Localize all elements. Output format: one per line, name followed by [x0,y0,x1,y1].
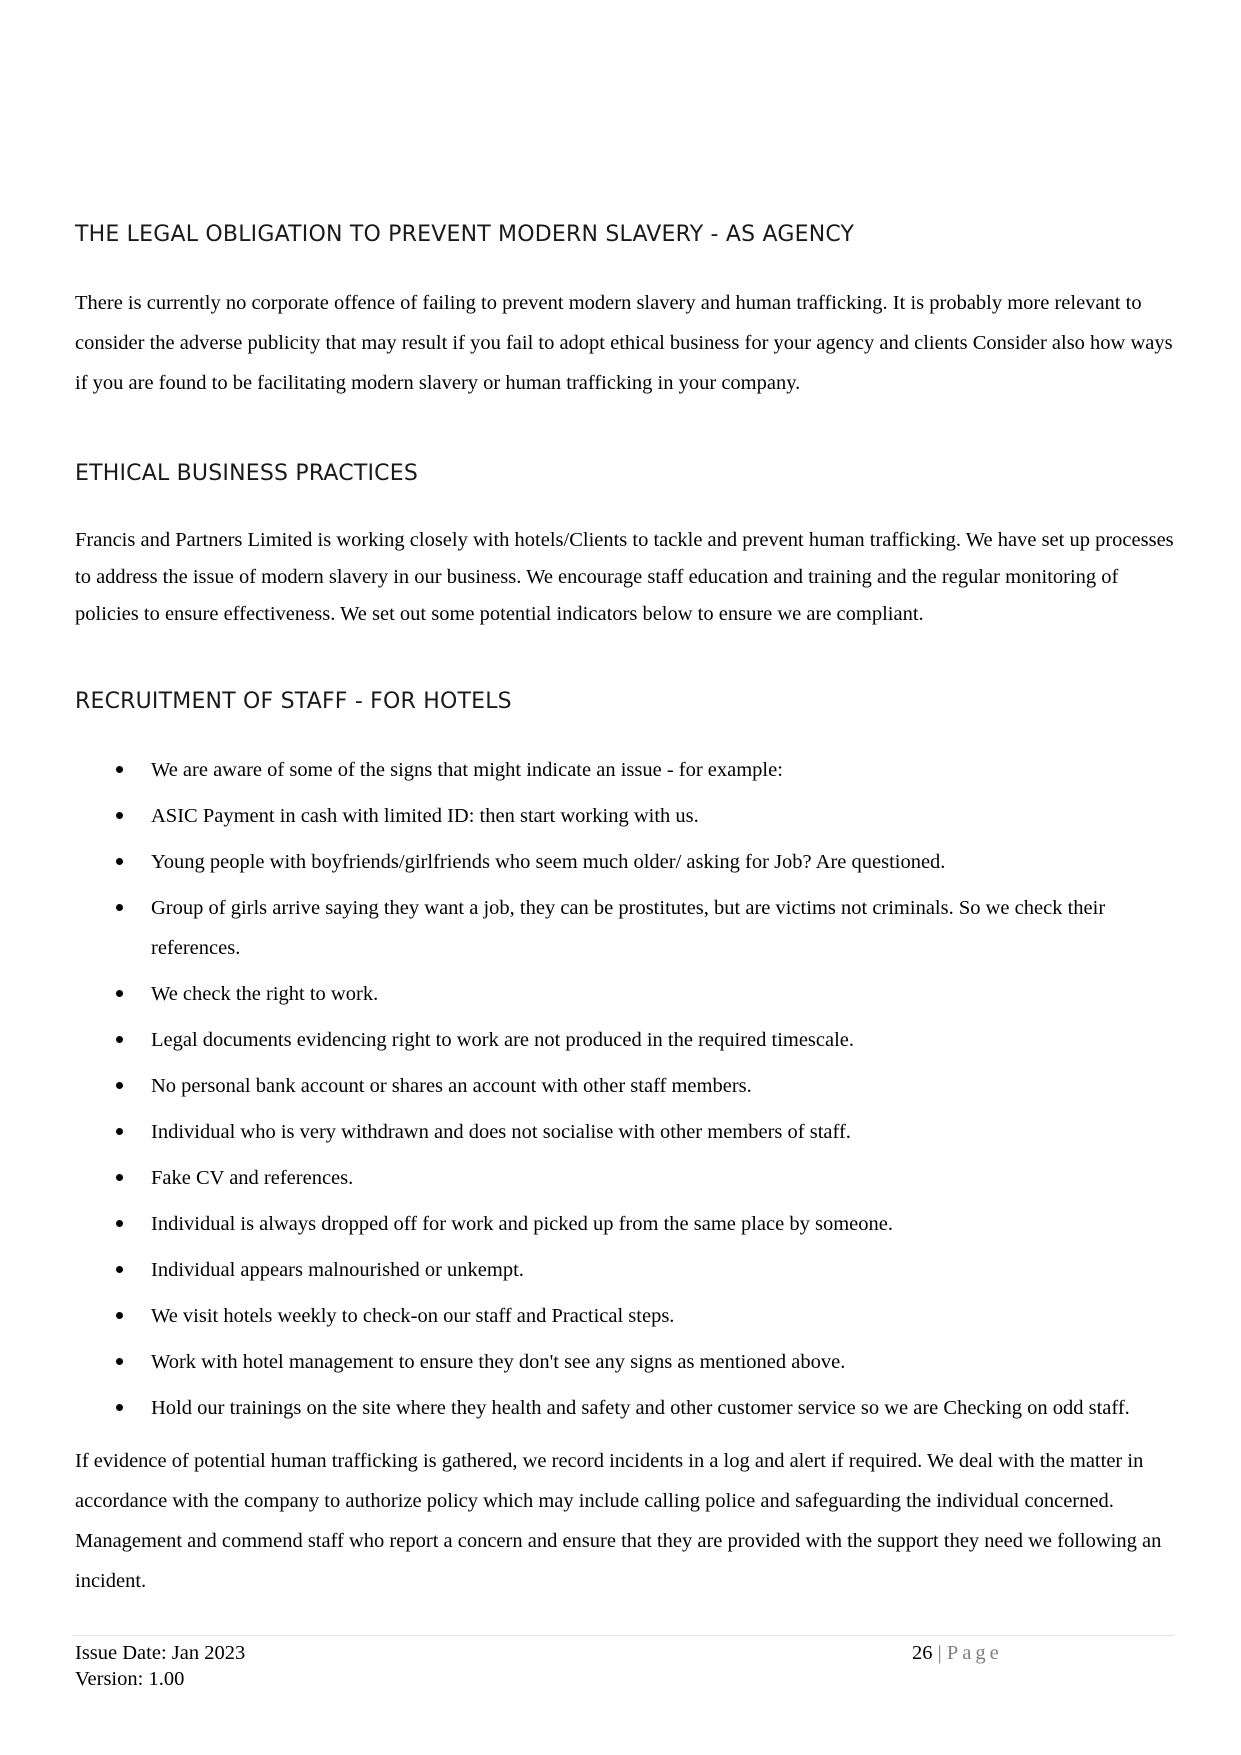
list-item-text: Fake CV and references. [151,1167,354,1189]
page-separator: | [937,1642,942,1664]
list-item [75,1112,1175,1152]
list-item-text: Individual who is very withdrawn and does not socialise with other members of staff. [151,1121,851,1143]
list-item [75,1388,1175,1428]
indicator-list [75,750,1175,1434]
list-item-text: Individual appears malnourished or unkempt. [151,1259,524,1281]
bullet-icon [116,812,123,819]
list-item-text: ASIC Payment in cash with limited ID: then start working with us. [151,805,699,827]
issue-date: Issue Date: Jan 2023 [75,1642,246,1664]
list-item-text: No personal bank account or shares an account with other staff members. [151,1075,752,1097]
list-item [75,974,1175,1014]
list-item-text: We visit hotels weekly to check-on our staff and Practical steps. [151,1305,675,1327]
section-heading-ethical-practices: ETHICAL BUSINESS PRACTICES [75,461,418,486]
paragraph-incident-response: If evidence of potential human trafficking is gathered, we record incidents in a log and alert if required. We deal with the matter in accordance with the company to authorize policy which may include calling police and safeguarding the individual concerned. Management and commend staff who report a concern and ensure that they are provided with the support they need we following an incident. [75,1450,1162,1592]
section-heading-recruitment: RECRUITMENT OF STAFF - FOR HOTELS [75,689,512,714]
section-heading-legal-obligation: THE LEGAL OBLIGATION TO PREVENT MODERN SLAVERY - AS AGENCY [75,222,855,247]
list-item-text: Individual is always dropped off for work and picked up from the same place by someone. [151,1213,893,1235]
bullet-icon [116,904,123,911]
bullet-icon [116,1036,123,1043]
list-item-text: Group of girls arrive saying they want a job, they can be prostitutes, but are victims not criminals. So we check their references. [151,897,1106,959]
bullet-icon [116,1082,123,1089]
list-item-text: We are aware of some of the signs that might indicate an issue - for example: [151,759,783,781]
bullet-icon [116,766,123,773]
paragraph-legal-obligation: There is currently no corporate offence of failing to prevent modern slavery and human trafficking. It is probably more relevant to consider the adverse publicity that may result if you fail to adopt ethical business for your agency and clients Consider also how ways if you are found to be facilitating modern slavery or human trafficking in your company. [75,292,1173,394]
bullet-icon [116,1312,123,1319]
paragraph-ethical-practices: Francis and Partners Limited is working closely with hotels/Clients to tackle and prevent human trafficking. We have set up processes to address the issue of modern slavery in our business. We encourage staff education and training and the regular monitoring of policies to ensure effectiveness. We set out some potential indicators below to ensure we are compliant. [75,529,1174,625]
list-item [75,1020,1175,1060]
list-item [75,1250,1175,1290]
bullet-icon [116,1174,123,1181]
page-number-block [912,1640,1003,1666]
list-item-text: Young people with boyfriends/girlfriends who seem much older/ asking for Job? Are questioned. [151,851,946,873]
bullet-icon [116,1266,123,1273]
list-item-text: Legal documents evidencing right to work are not produced in the required timescale. [151,1029,855,1051]
footer-document-info [75,1640,245,1692]
list-item [75,796,1175,836]
list-item-text: We check the right to work. [151,983,379,1005]
list-item-text: Hold our trainings on the site where they health and safety and other customer service so we are Checking on odd staff. [151,1397,1130,1419]
list-item [75,1296,1175,1336]
bullet-icon [116,858,123,865]
list-item [75,1066,1175,1106]
bullet-icon [116,990,123,997]
list-item-text: Work with hotel management to ensure they don't see any signs as mentioned above. [151,1351,846,1373]
bullet-icon [116,1358,123,1365]
bullet-icon [116,1404,123,1411]
bullet-icon [116,1220,123,1227]
list-item [75,842,1175,882]
footer-divider [72,1635,1174,1636]
list-item [75,750,1175,790]
list-item [75,1204,1175,1244]
page-label: Page [946,1642,1003,1664]
list-item [75,888,1175,968]
page-number: 26 [912,1642,933,1664]
list-item [75,1158,1175,1198]
version: Version: 1.00 [75,1668,185,1690]
list-item [75,1342,1175,1382]
bullet-icon [116,1128,123,1135]
